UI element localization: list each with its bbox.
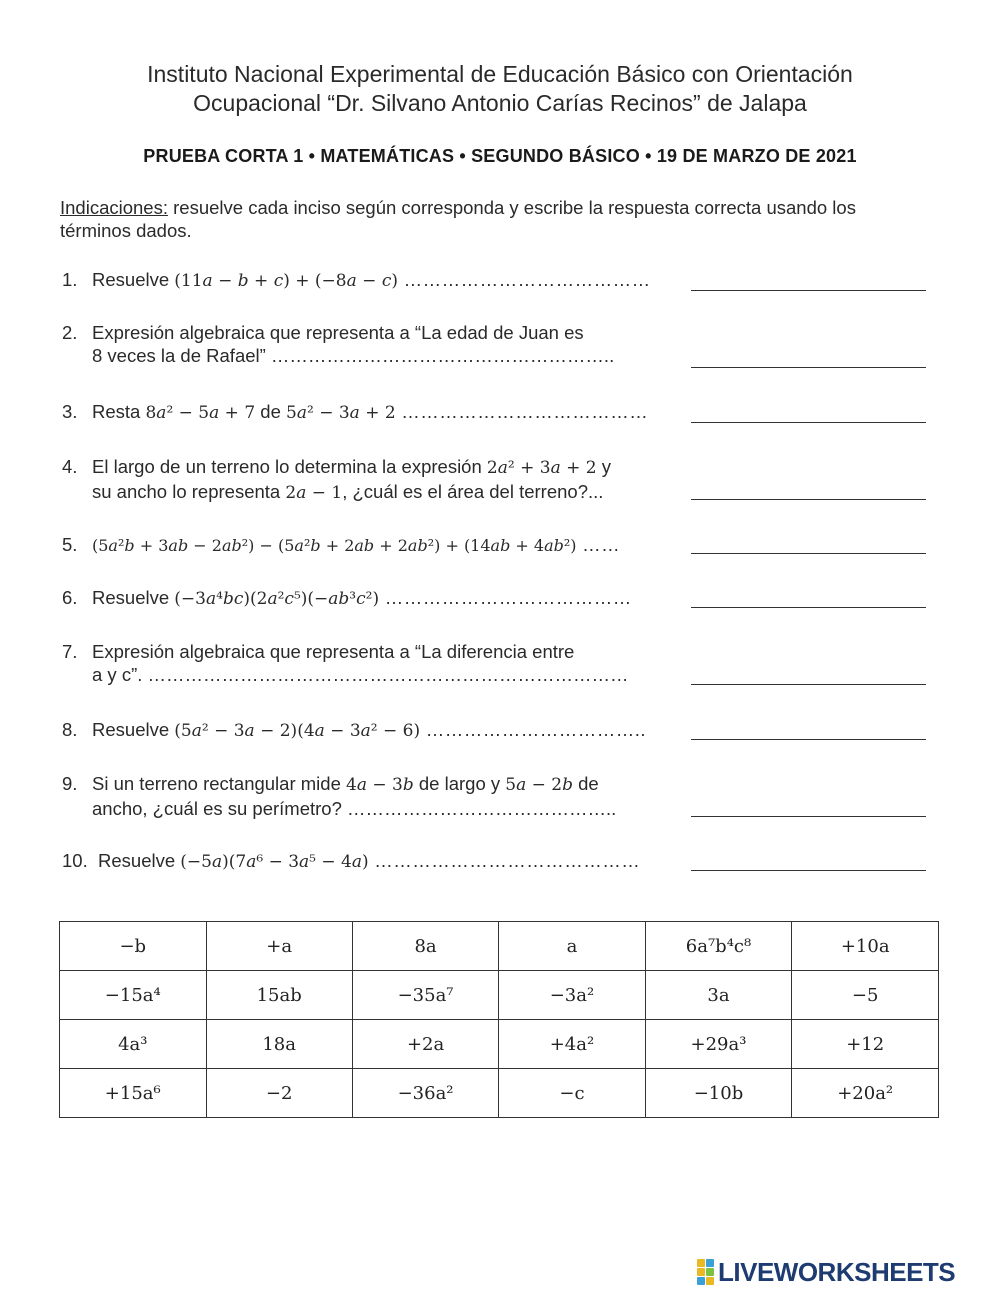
- term-cell: −5: [792, 971, 939, 1020]
- question-text-line1: Expresión algebraica que representa a “La diferencia entre: [92, 641, 575, 662]
- math-expression: 2a² + 3a + 2: [486, 458, 597, 478]
- dot-leader: ……………………………..: [420, 719, 647, 740]
- question-text: Resuelve: [92, 719, 175, 740]
- question-3: [62, 400, 677, 425]
- logo-block: [697, 1268, 705, 1276]
- answer-input-1[interactable]: [691, 272, 926, 291]
- term-cell: +10a: [792, 922, 939, 971]
- question-text-line1: El largo de un terreno lo determina la expresión: [92, 456, 487, 477]
- logo-block: [706, 1268, 714, 1276]
- logo-text: LIVEWORKSHEETS: [718, 1256, 956, 1287]
- dot-leader: …………………………………: [395, 401, 649, 422]
- answer-input-5[interactable]: [691, 535, 926, 554]
- term-cell: −b: [60, 922, 207, 971]
- term-cell: +29a³: [645, 1020, 792, 1069]
- math-expression: 5a² − 3a + 2: [286, 403, 396, 423]
- answer-input-4[interactable]: [691, 481, 926, 500]
- question-number: 10.: [62, 850, 88, 871]
- table-row: [60, 1020, 939, 1069]
- question-text-line2-end: , ¿cuál es el área del terreno?...: [342, 481, 604, 502]
- term-cell: 18a: [206, 1020, 352, 1069]
- instructions-text: resuelve cada inciso según corresponda y escribe la respuesta correcta usando los términos dados.: [60, 197, 856, 241]
- answer-input-3[interactable]: [691, 404, 926, 423]
- term-cell: +12: [792, 1020, 939, 1069]
- question-5: [62, 533, 677, 557]
- term-cell: +20a²: [792, 1069, 939, 1118]
- answer-input-6[interactable]: [691, 589, 926, 608]
- math-expression: 4a − 3b: [346, 775, 414, 795]
- term-cell: +15a⁶: [60, 1069, 207, 1118]
- term-cell: a: [499, 922, 645, 971]
- question-number: 7.: [62, 641, 78, 662]
- question-text-line1-mid: de largo y: [413, 773, 506, 794]
- math-expression: (−5a)(7a⁶ − 3a⁵ − 4a): [180, 852, 369, 872]
- math-expression: (5a² − 3a − 2)(4a − 3a² − 6): [174, 721, 421, 741]
- test-subtitle: PRUEBA CORTA 1 • MATEMÁTICAS • SEGUNDO BÁSICO • 19 DE MARZO DE 2021: [143, 146, 857, 166]
- terms-table: [59, 921, 939, 1118]
- question-1: [62, 268, 677, 293]
- question-text: Resuelve: [98, 850, 181, 871]
- question-number: 3.: [62, 401, 78, 422]
- math-expression: 8a² − 5a + 7: [145, 403, 256, 423]
- term-cell: 6a⁷b⁴c⁸: [645, 922, 792, 971]
- instructions: [60, 196, 900, 242]
- term-cell: 4a³: [60, 1020, 207, 1069]
- question-number: 9.: [62, 773, 78, 794]
- question-number: 4.: [62, 456, 78, 477]
- school-name-line2: Ocupacional “Dr. Silvano Antonio Carías Recinos” de Jalapa: [193, 90, 807, 116]
- logo-blocks-icon: [697, 1259, 714, 1285]
- answer-input-7[interactable]: [691, 666, 926, 685]
- question-8: [62, 718, 677, 743]
- question-2: [62, 321, 677, 367]
- answer-input-10[interactable]: [691, 852, 926, 871]
- dot-leader: ……………………………………: [368, 850, 641, 871]
- answer-input-8[interactable]: [691, 721, 926, 740]
- term-cell: 15ab: [206, 971, 352, 1020]
- question-number: 6.: [62, 587, 78, 608]
- table-row: [60, 1069, 939, 1118]
- term-cell: +a: [206, 922, 352, 971]
- logo-block: [706, 1259, 714, 1267]
- term-cell: 8a: [352, 922, 499, 971]
- term-cell: 3a: [645, 971, 792, 1020]
- math-expression: (5a²b + 3ab − 2ab²) − (5a²b + 2ab + 2ab²) + (14ab + 4ab²): [92, 536, 577, 555]
- term-cell: +4a²: [499, 1020, 645, 1069]
- question-7: [62, 640, 677, 686]
- question-text: Resuelve: [92, 269, 175, 290]
- answer-input-2[interactable]: [691, 349, 926, 368]
- math-expression: (11a − b + c) + (−8a − c): [174, 271, 398, 291]
- term-cell: −3a²: [499, 971, 645, 1020]
- question-text-line1: Expresión algebraica que representa a “La edad de Juan es: [92, 322, 584, 343]
- question-text-line2: 8 veces la de Rafael” ………………………………………………..: [92, 345, 615, 366]
- question-text-line2: ancho, ¿cuál es su perímetro? ……………………………………..: [92, 798, 617, 819]
- answer-input-9[interactable]: [691, 798, 926, 817]
- school-header: [0, 60, 1000, 118]
- question-4: [62, 455, 677, 505]
- question-text-line1: Si un terreno rectangular mide: [92, 773, 346, 794]
- instructions-label: Indicaciones:: [60, 197, 168, 218]
- question-number: 8.: [62, 719, 78, 740]
- logo-block: [697, 1277, 705, 1285]
- table-row: [60, 971, 939, 1020]
- math-expression: 5a − 2b: [505, 775, 573, 795]
- question-10: [62, 849, 677, 874]
- logo-block: [706, 1277, 714, 1285]
- math-expression: 2a − 1: [285, 483, 343, 503]
- question-6: [62, 586, 677, 611]
- question-9: [62, 772, 677, 820]
- question-text: Resta: [92, 401, 146, 422]
- question-text-line1-end: y: [596, 456, 611, 477]
- question-text-line2: a y c”. ……………………………………………………………………: [92, 664, 629, 685]
- logo-block: [697, 1259, 705, 1267]
- school-name-line1: Instituto Nacional Experimental de Educación Básico con Orientación: [147, 61, 853, 87]
- question-text: Resuelve: [92, 587, 175, 608]
- dot-leader: …………………………………: [379, 587, 632, 608]
- table-row: [60, 922, 939, 971]
- term-cell: −36a²: [352, 1069, 499, 1118]
- dot-leader: …………………………………: [397, 269, 651, 290]
- liveworksheets-logo: [697, 1257, 955, 1287]
- term-cell: −2: [206, 1069, 352, 1118]
- dot-leader: ……: [576, 534, 621, 555]
- term-cell: −35a⁷: [352, 971, 499, 1020]
- question-text-line2: su ancho lo representa: [92, 481, 286, 502]
- question-text-line1-end: de: [573, 773, 599, 794]
- question-number: 2.: [62, 322, 78, 343]
- question-number: 5.: [62, 534, 78, 555]
- term-cell: +2a: [352, 1020, 499, 1069]
- math-expression: (−3a⁴bc)(2a²c⁵)(−ab³c²): [174, 589, 380, 609]
- term-cell: −10b: [645, 1069, 792, 1118]
- question-text-mid: de: [255, 401, 286, 422]
- term-cell: −15a⁴: [60, 971, 207, 1020]
- question-number: 1.: [62, 269, 78, 290]
- term-cell: −c: [499, 1069, 645, 1118]
